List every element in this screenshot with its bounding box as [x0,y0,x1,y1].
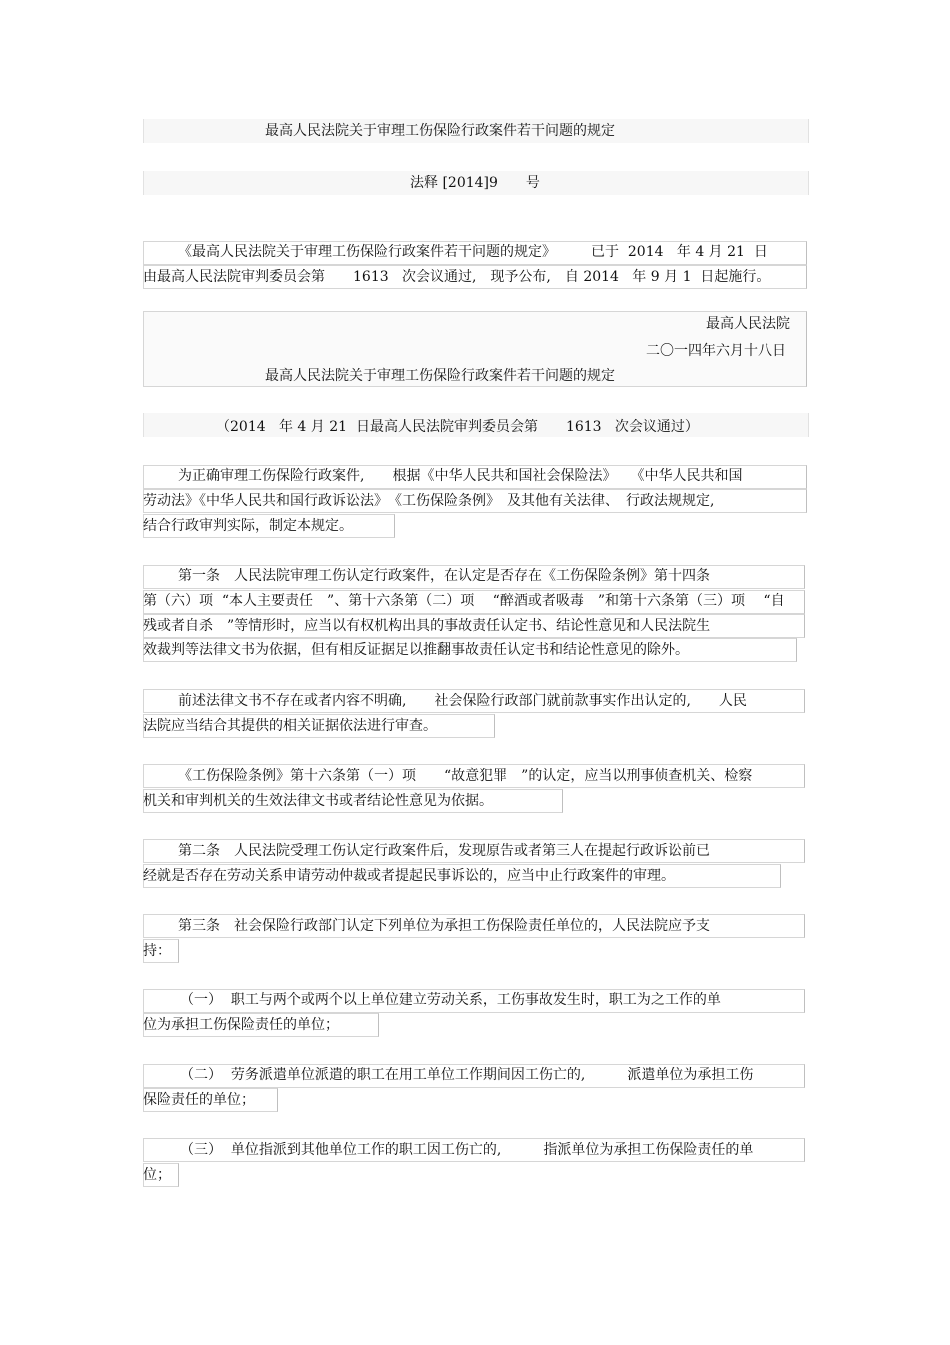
document-title-repeat: 最高人民法院关于审理工伤保险行政案件若干问题的规定 [265,368,615,384]
adoption-note: （2014 年 4 月 21 日最高人民法院审判委员会第 1613 次会议通过） [216,419,699,435]
paragraph-line: （三） 单位指派到其他单位工作的职工因工伤亡的, 指派单位为承担工伤保险责任的单 [180,1142,754,1158]
paragraph-line: 第一条 人民法院审理工伤认定行政案件，在认定是否存在《工伤保险条例》第十四条 [178,568,710,584]
paragraph-line: 持： [143,943,171,959]
paragraph-line: 经就是否存在劳动关系申请劳动仲裁或者提起民事诉讼的，应当中止行政案件的审理。 [143,868,675,884]
announcement-line: 《最高人民法院关于审理工伤保险行政案件若干问题的规定》 已于 2014 年 4 月 21 日 [178,244,768,260]
paragraph-line: 结合行政审判实际，制定本规定。 [143,518,353,534]
paragraph-line: 法院应当结合其提供的相关证据依法进行审查。 [143,718,437,734]
paragraph-line: 效裁判等法律文书为依据，但有相反证据足以推翻事故责任认定书和结论性意见的除外。 [143,642,689,658]
paragraph-line: 前述法律文书不存在或者内容不明确, 社会保险行政部门就前款事实作出认定的, 人民 [178,693,747,709]
announcement-line: 由最高人民法院审判委员会第 1613 次会议通过, 现予公布, 自 2014 年 9 月 1 日起施行。 [143,269,771,285]
paragraph-line: 《工伤保险条例》第十六条第（一）项 “故意犯罪 ”的认定，应当以刑事侦查机关、检察 [178,768,753,784]
document-title: 最高人民法院关于审理工伤保险行政案件若干问题的规定 [265,123,615,139]
paragraph-line: （二） 劳务派遣单位派遣的职工在用工单位工作期间因工伤亡的, 派遣单位为承担工伤 [180,1067,754,1083]
paragraph-line: 为正确审理工伤保险行政案件, 根据《中华人民共和国社会保险法》 《中华人民共和国 [178,468,743,484]
paragraph-line: 保险责任的单位； [143,1092,255,1108]
paragraph-line: 第二条 人民法院受理工伤认定行政案件后，发现原告或者第三人在提起行政诉讼前已 [178,843,710,859]
issue-date: 二〇一四年六月十八日 [646,343,786,359]
paragraph-line: 位为承担工伤保险责任的单位； [143,1017,339,1033]
document-number: 法释 [2014]9 号 [410,175,540,191]
paragraph-line: 机关和审判机关的生效法律文书或者结论性意见为依据。 [143,793,493,809]
issuer: 最高人民法院 [706,316,790,332]
paragraph-line: 第（六）项 “本人主要责任 ”、第十六条第（二）项 “醉酒或者吸毒 ”和第十六条第（三）项 “自 [143,593,785,609]
paragraph-line: 劳动法》《中华人民共和国行政诉讼法》 《工伤保险条例》 及其他有关法律、 行政法规规定, [143,493,715,509]
paragraph-line: 位； [143,1167,171,1183]
paragraph-line: （一） 职工与两个或两个以上单位建立劳动关系，工伤事故发生时，职工为之工作的单 [180,992,721,1008]
paragraph-line: 第三条 社会保险行政部门认定下列单位为承担工伤保险责任单位的，人民法院应予支 [178,918,710,934]
paragraph-line: 残或者自杀 ”等情形时，应当以有权机构出具的事故责任认定书、结论性意见和人民法院生 [143,618,711,634]
